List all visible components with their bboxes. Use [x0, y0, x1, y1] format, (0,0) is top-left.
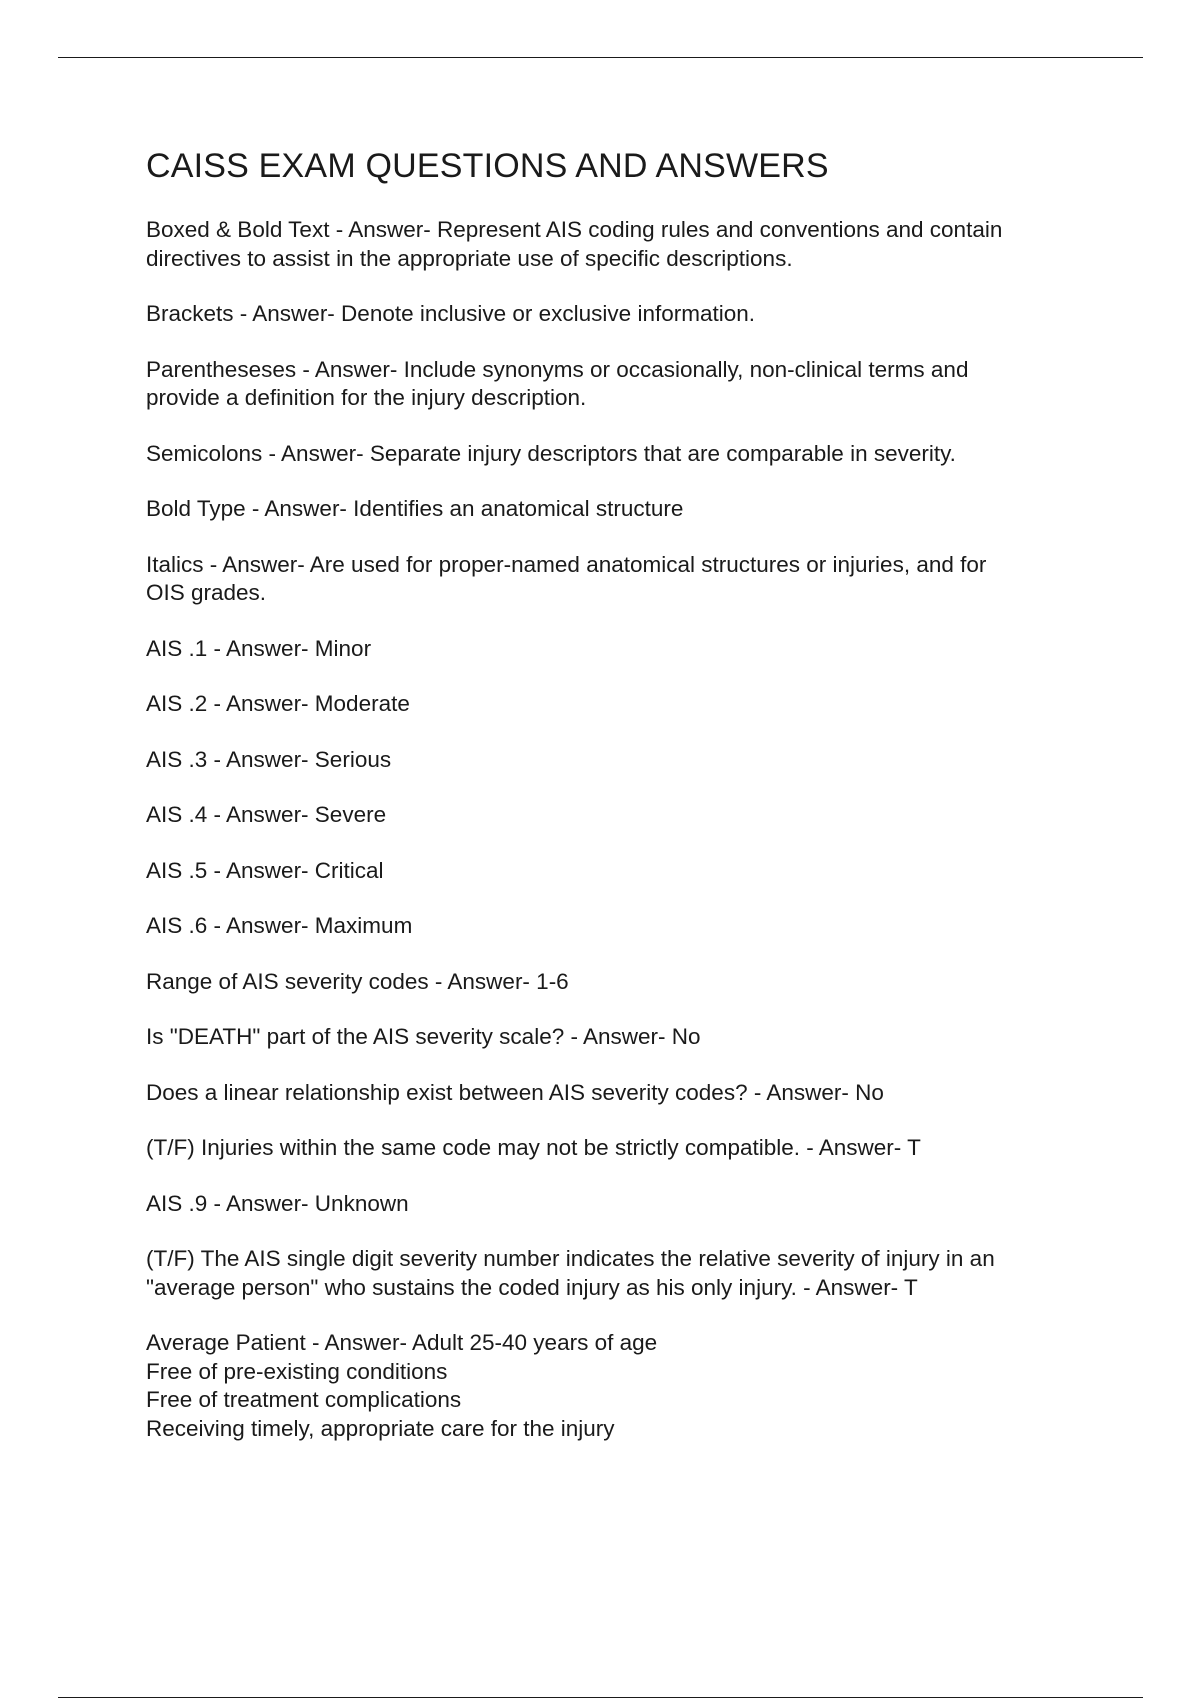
qa-line: AIS .5 - Answer- Critical — [146, 857, 384, 883]
qa-line: (T/F) Injuries within the same code may not be strictly compatible. - Answer- T — [146, 1135, 921, 1160]
qa-list — [146, 216, 1086, 1443]
qa-item — [146, 1329, 1086, 1443]
qa-line: Boxed & Bold Text - Answer- Represent AIS coding rules and conventions and contain — [146, 217, 1003, 242]
qa-line: AIS .1 - Answer- Minor — [146, 635, 372, 661]
document-body — [146, 140, 1086, 1470]
qa-item — [146, 300, 1086, 329]
qa-line: Free of pre-existing conditions — [146, 1358, 448, 1384]
qa-item — [146, 857, 1086, 886]
qa-line: "average person" who sustains the coded injury as his only injury. - Answer- T — [146, 1274, 918, 1300]
qa-item — [146, 690, 1086, 719]
qa-line: provide a definition for the injury description. — [146, 385, 587, 410]
qa-item — [146, 1023, 1086, 1052]
qa-item — [146, 216, 1086, 273]
qa-item — [146, 495, 1086, 524]
qa-line: Semicolons - Answer- Separate injury descriptors that are comparable in severity. — [146, 440, 956, 466]
qa-line: AIS .2 - Answer- Moderate — [146, 691, 410, 716]
qa-line: AIS .4 - Answer- Severe — [146, 802, 387, 827]
qa-item — [146, 551, 1086, 608]
footer-rule — [58, 1697, 1143, 1698]
qa-item — [146, 356, 1086, 413]
qa-line: Parentheseses - Answer- Include synonyms or occasionally, non-clinical terms and — [146, 356, 969, 382]
qa-line: OIS grades. — [146, 580, 267, 605]
qa-item — [146, 1134, 1086, 1163]
qa-item — [146, 968, 1086, 997]
qa-line: Average Patient - Answer- Adult 25-40 years of age — [146, 1330, 658, 1355]
qa-line: Range of AIS severity codes - Answer- 1-6 — [146, 968, 569, 994]
header-rule — [58, 57, 1143, 58]
qa-item — [146, 801, 1086, 830]
qa-line: Brackets - Answer- Denote inclusive or exclusive information. — [146, 301, 755, 326]
qa-line: Receiving timely, appropriate care for the injury — [146, 1415, 615, 1441]
qa-line: directives to assist in the appropriate use of specific descriptions. — [146, 245, 793, 271]
qa-line: (T/F) The AIS single digit severity number indicates the relative severity of injury in an — [146, 1246, 995, 1271]
qa-line: AIS .3 - Answer- Serious — [146, 746, 392, 772]
qa-item — [146, 746, 1086, 775]
qa-line: Italics - Answer- Are used for proper-named anatomical structures or injuries, and for — [146, 551, 987, 577]
qa-line: AIS .6 - Answer- Maximum — [146, 913, 413, 938]
qa-line: Is "DEATH" part of the AIS severity scale? - Answer- No — [146, 1024, 701, 1049]
qa-line: Free of treatment complications — [146, 1387, 462, 1412]
qa-line: Bold Type - Answer- Identifies an anatomical structure — [146, 496, 684, 521]
qa-line: AIS .9 - Answer- Unknown — [146, 1190, 409, 1216]
qa-item — [146, 1190, 1086, 1219]
qa-item — [146, 912, 1086, 941]
qa-item — [146, 1079, 1086, 1108]
qa-item — [146, 440, 1086, 469]
page-title: CAISS EXAM QUESTIONS AND ANSWERS — [146, 147, 829, 185]
qa-line: Does a linear relationship exist between AIS severity codes? - Answer- No — [146, 1079, 884, 1105]
qa-item — [146, 1245, 1086, 1302]
qa-item — [146, 635, 1086, 664]
